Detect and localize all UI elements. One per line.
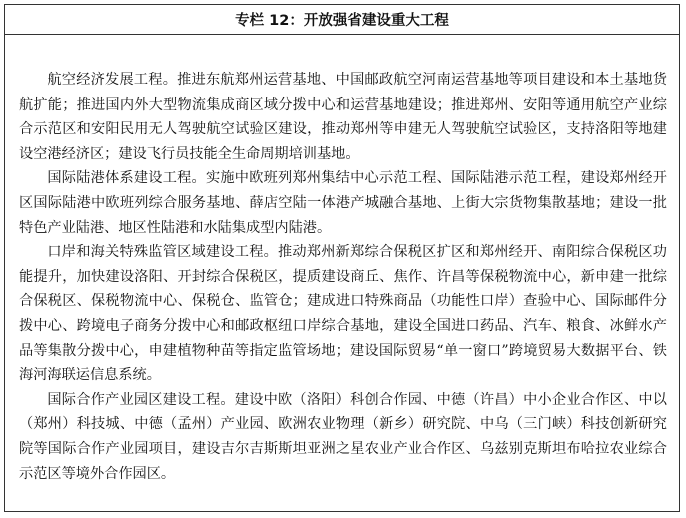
- column-body: [5, 35, 679, 486]
- paragraph-international-land-port: 国际陆港体系建设工程。实施中欧班列郑州集结中心示范工程、国际陆港示范工程，建设郑州经开区国际陆港中欧班列综合服务基地、薛店空陆一体港产城融合基地、上街大宗货物集散基地；建设一批特色产业陆港、地区性陆港和水陆集成型内陆港。: [19, 170, 667, 236]
- paragraph-international-industrial-parks: 国际合作产业园区建设工程。建设中欧（洛阳）科创合作园、中德（许昌）中小企业合作区、中以（郑州）科技城、中德（孟州）产业园、欧洲农业物理（新乡）研究院、中乌（三门峡）科技创新研究院等国际合作产业园项目，建设吉尔吉斯斯坦亚洲之星农业产业合作区、乌兹别克斯坦布哈拉农业综合示范区等境外合作园区。: [19, 391, 667, 482]
- paragraph-port-customs-zones: 口岸和海关特殊监管区域建设工程。推动郑州新郑综合保税区扩区和郑州经开、南阳综合保税区功能提升，加快建设洛阳、开封综合保税区，提质建设商丘、焦作、许昌等保税物流中心，新申建一批综合保税区、保税物流中心、保税仓、监管仓；建成进口特殊商品（功能性口岸）查验中心、国际邮件分拨中心、跨境电子商务分拨中心和邮政枢纽口岸综合基地，建设全国进口药品、汽车、粮食、冰鲜水产品等集散分拨中心，申建植物种苗等指定监管场地；建设国际贸易“单一窗口”跨境贸易大数据平台、铁海河海联运信息系统。: [19, 244, 667, 384]
- paragraph-aviation-economy: 航空经济发展工程。推进东航郑州运营基地、中国邮政航空河南运营基地等项目建设和本土基地货航扩能；推进国内外大型物流集成商区域分拨中心和运营基地建设；推进郑州、安阳等通用航空产业综合示范区和安阳民用无人驾驶航空试验区建设，推动郑州等申建无人驾驶航空试验区，支持洛阳等地建设空港经济区；建设飞行员技能全生命周期培训基地。: [19, 72, 667, 162]
- column-title: 专栏 12：开放强省建设重大工程: [5, 5, 679, 35]
- column-box: [4, 4, 680, 512]
